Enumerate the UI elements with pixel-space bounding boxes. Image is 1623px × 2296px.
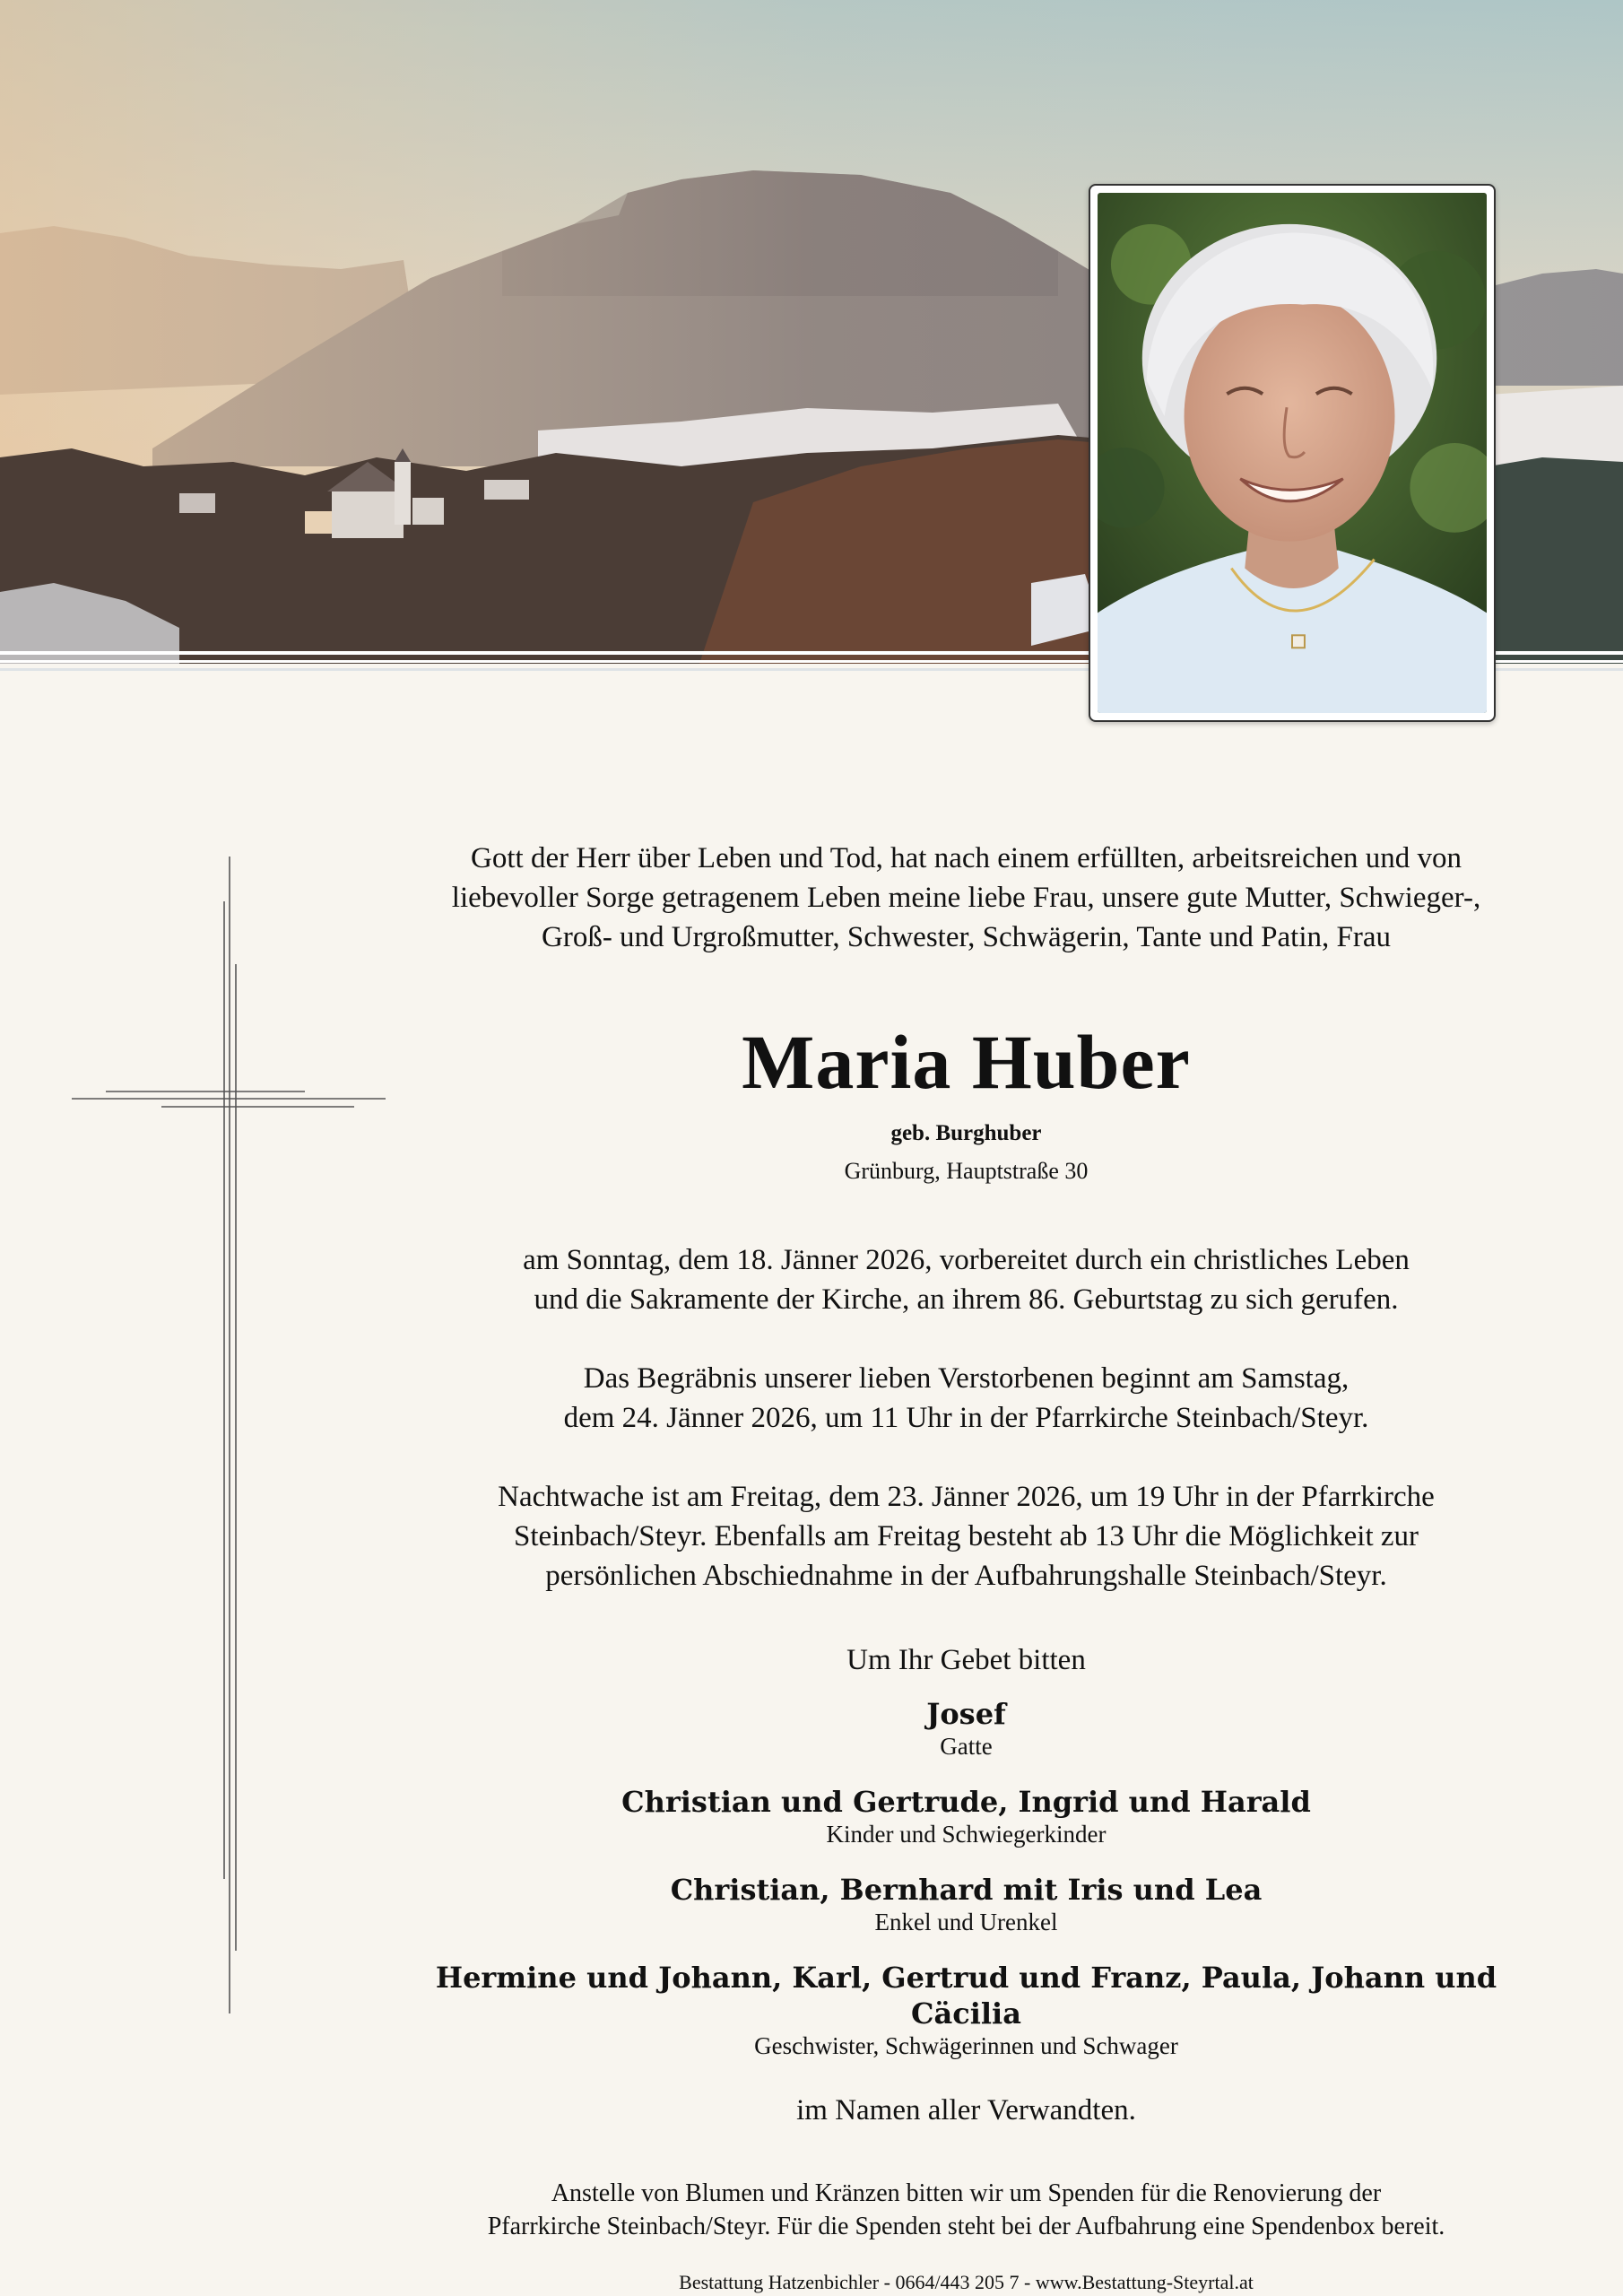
mourner-group bbox=[377, 1784, 1556, 1848]
donation-line: Pfarrkirche Steinbach/Steyr. Für die Spenden steht bei der Aufbahrung eine Spendenbox bereit. bbox=[487, 2213, 1445, 2240]
vigil-info bbox=[377, 1477, 1556, 1596]
vigil-line: Steinbach/Steyr. Ebenfalls am Freitag besteht ab 13 Uhr die Möglichkeit zur bbox=[514, 1520, 1419, 1552]
prayer-request: Um Ihr Gebet bitten bbox=[846, 1644, 1086, 1676]
funeral-line: dem 24. Jänner 2026, um 11 Uhr in der Pfarrkirche Steinbach/Steyr. bbox=[563, 1402, 1369, 1434]
deceased-name: Maria Huber bbox=[742, 1019, 1191, 1105]
portrait-photo-icon bbox=[1098, 193, 1487, 713]
funeral-info bbox=[377, 1359, 1556, 1438]
mourner-relation: Enkel und Urenkel bbox=[874, 1909, 1058, 1935]
intro-line: Groß- und Urgroßmutter, Schwester, Schwägerin, Tante und Patin, Frau bbox=[542, 921, 1391, 953]
footer-contact: Bestattung Hatzenbichler - 0664/443 205 7 - www.Bestattung-Steyrtal.at bbox=[679, 2271, 1254, 2293]
donation-note bbox=[377, 2177, 1556, 2243]
vigil-line: persönlichen Abschiednahme in der Aufbahrungshalle Steinbach/Steyr. bbox=[545, 1560, 1387, 1592]
death-notice-line: am Sonntag, dem 18. Jänner 2026, vorbereitet durch ein christliches Leben bbox=[523, 1244, 1410, 1276]
address: Grünburg, Hauptstraße 30 bbox=[844, 1158, 1089, 1184]
mourner-names: Josef bbox=[926, 1697, 1006, 1731]
closing-line: im Namen aller Verwandten. bbox=[796, 2094, 1136, 2126]
obituary-text bbox=[377, 839, 1556, 2295]
mourner-relation: Gatte bbox=[940, 1733, 993, 1760]
intro-paragraph bbox=[377, 839, 1556, 957]
mourner-names: Christian, Bernhard mit Iris und Lea bbox=[670, 1873, 1263, 1907]
intro-line: liebevoller Sorge getragenem Leben meine liebe Frau, unsere gute Mutter, Schwieger-, bbox=[451, 882, 1481, 914]
cross-icon bbox=[63, 848, 404, 2022]
death-notice-line: und die Sakramente der Kirche, an ihrem 86. Geburtstag zu sich gerufen. bbox=[534, 1283, 1399, 1316]
intro-line: Gott der Herr über Leben und Tod, hat nach einem erfüllten, arbeitsreichen und von bbox=[471, 842, 1462, 874]
maiden-name: geb. Burghuber bbox=[890, 1121, 1042, 1145]
donation-line: Anstelle von Blumen und Kränzen bitten wir um Spenden für die Renovierung der bbox=[551, 2179, 1382, 2207]
mourner-names: Hermine und Johann, Karl, Gertrud und Franz, Paula, Johann und Cäcilia bbox=[435, 1961, 1497, 2031]
mourner-group bbox=[377, 1960, 1556, 2060]
mourner-group bbox=[377, 1872, 1556, 1936]
mourner-relation: Kinder und Schwiegerkinder bbox=[826, 1821, 1107, 1848]
mourner-relation: Geschwister, Schwägerinnen und Schwager bbox=[754, 2032, 1178, 2059]
death-notice bbox=[377, 1240, 1556, 1319]
funeral-line: Das Begräbnis unserer lieben Verstorbenen beginnt am Samstag, bbox=[583, 1362, 1350, 1395]
mourner-group bbox=[377, 1696, 1556, 1761]
mourner-names: Christian und Gertrude, Ingrid und Harald bbox=[621, 1785, 1311, 1819]
vigil-line: Nachtwache ist am Freitag, dem 23. Jänner 2026, um 19 Uhr in der Pfarrkirche bbox=[498, 1481, 1435, 1513]
portrait-photo bbox=[1089, 184, 1496, 722]
